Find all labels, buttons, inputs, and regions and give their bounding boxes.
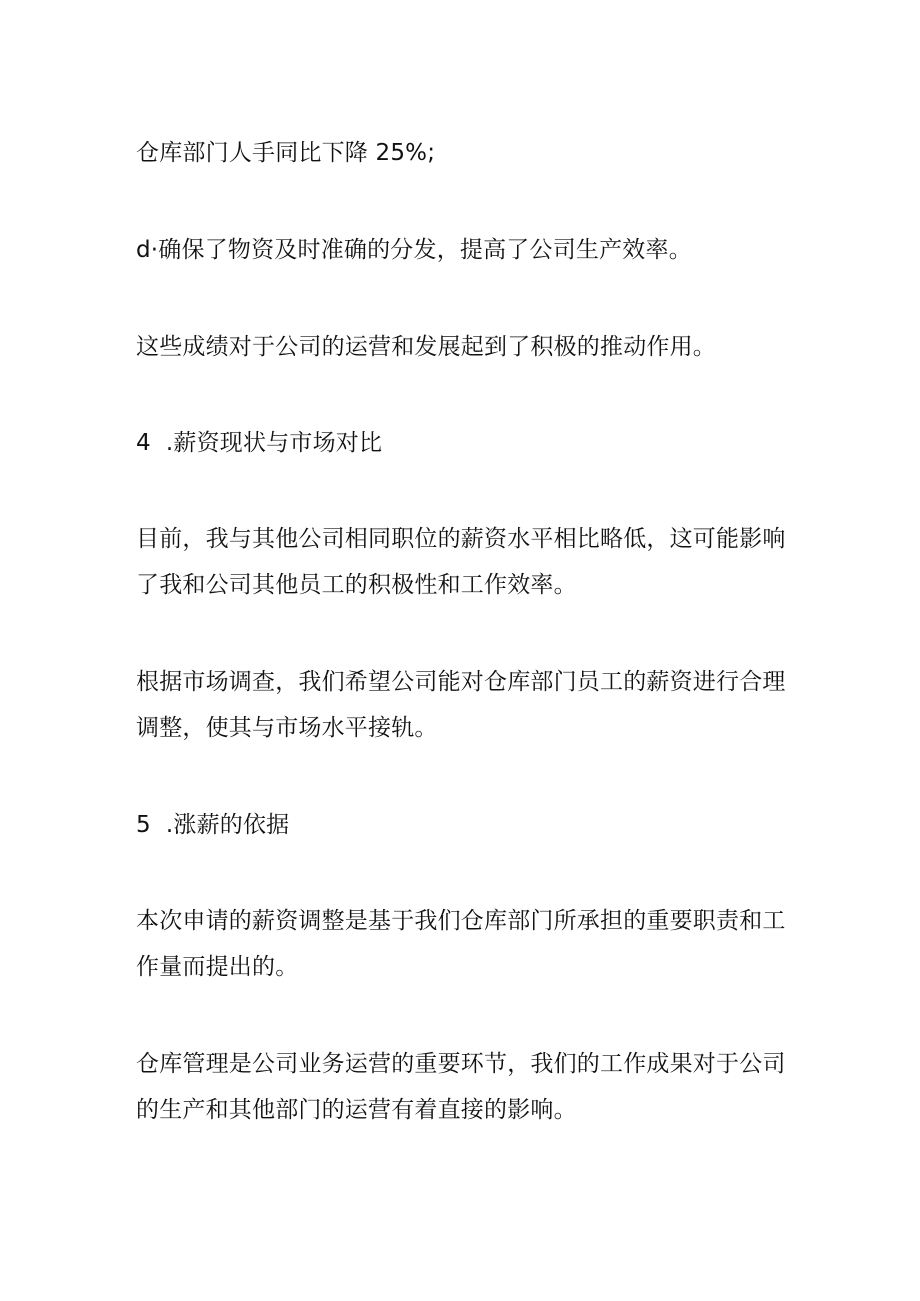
paragraph-staff-reduction: 仓库部门人手同比下降 25%; <box>136 140 436 166</box>
paragraph-market-survey: 根据市场调查，我们希望公司能对仓库部门员工的薪资进行合理调整，使其与市场水平接轨。 <box>136 669 786 741</box>
paragraph-distribution: d·确保了物资及时准确的分发，提高了公司生产效率。 <box>136 237 692 263</box>
paragraph-achievements: 这些成绩对于公司的运营和发展起到了积极的推动作用。 <box>136 334 716 360</box>
section-heading-salary-status: 4 .薪资现状与市场对比 <box>136 430 383 456</box>
section-heading-raise-basis: 5 .涨薪的依据 <box>136 812 290 838</box>
paragraph-request-basis: 本次申请的薪资调整是基于我们仓库部门所承担的重要职责和工作量而提出的。 <box>136 908 786 980</box>
paragraph-warehouse-importance: 仓库管理是公司业务运营的重要环节，我们的工作成果对于公司的生产和其他部门的运营有着直接的影响。 <box>136 1051 786 1123</box>
paragraph-salary-comparison: 目前，我与其他公司相同职位的薪资水平相比略低，这可能影响了我和公司其他员工的积极性和工作效率。 <box>136 526 786 598</box>
